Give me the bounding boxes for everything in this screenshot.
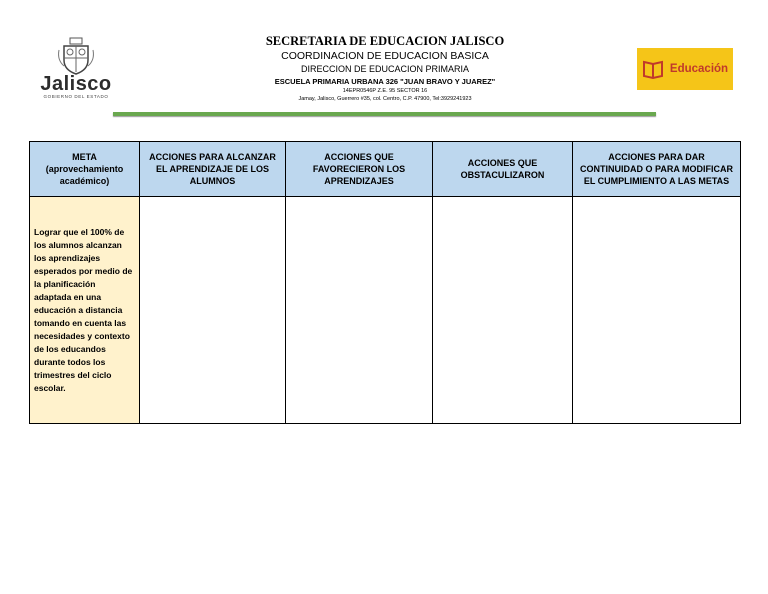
- header-clave: 14EPR0546P Z.E. 95 SECTOR 16: [342, 88, 428, 94]
- cell-acciones-favorecieron: [286, 197, 433, 424]
- jalisco-subtitle: GOBIERNO DEL ESTADO: [43, 94, 109, 99]
- header-divider: [113, 112, 656, 116]
- jalisco-crest-icon: [56, 36, 96, 76]
- cell-acciones-continuidad: [573, 197, 741, 424]
- column-header-acciones-obstaculizaron: ACCIONES QUE OBSTACULIZARON: [433, 142, 573, 197]
- cell-acciones-obstaculizaron: [433, 197, 573, 424]
- table-row: [30, 197, 741, 424]
- educacion-logo: [637, 48, 733, 90]
- document-header: [200, 33, 570, 103]
- cell-acciones-alcanzar: [140, 197, 286, 424]
- meta-text: Lograr que el 100% de los alumnos alcanzan los aprendizajes esperados por medio de la planificación adaptada en una educación a distancia tomando en cuenta las necesidades y contexto de los educandos durante todos los trimestres del ciclo escolar.: [34, 226, 133, 393]
- educacion-label: Educación: [669, 63, 729, 75]
- meta-cell: [30, 197, 140, 424]
- column-header-meta: META (aprovechamiento académico): [30, 142, 140, 197]
- header-coordinacion: COORDINACION DE EDUCACION BASICA: [281, 50, 489, 62]
- header-direccion-postal: Jamay, Jalisco, Guerrero #35, col. Centro, C.P. 47900, Tel:3929241923: [298, 96, 472, 102]
- jalisco-logo: [30, 36, 122, 106]
- column-header-acciones-continuidad: ACCIONES PARA DAR CONTINUIDAD O PARA MODIFICAR EL CUMPLIMIENTO A LAS METAS: [573, 142, 741, 197]
- header-escuela: ESCUELA PRIMARIA URBANA 326 "JUAN BRAVO Y JUAREZ": [274, 77, 496, 86]
- column-header-acciones-favorecieron: ACCIONES QUE FAVORECIERON LOS APRENDIZAJES: [286, 142, 433, 197]
- table-header-row: [30, 142, 741, 197]
- open-book-icon: [642, 58, 664, 80]
- jalisco-wordmark: Jalisco: [40, 73, 112, 95]
- column-header-acciones-alcanzar: ACCIONES PARA ALCANZAR EL APRENDIZAJE DE LOS ALUMNOS: [140, 142, 286, 197]
- header-direccion: DIRECCION DE EDUCACION PRIMARIA: [300, 64, 470, 74]
- header-secretaria: SECRETARIA DE EDUCACION JALISCO: [265, 34, 505, 48]
- metas-table: [29, 141, 741, 424]
